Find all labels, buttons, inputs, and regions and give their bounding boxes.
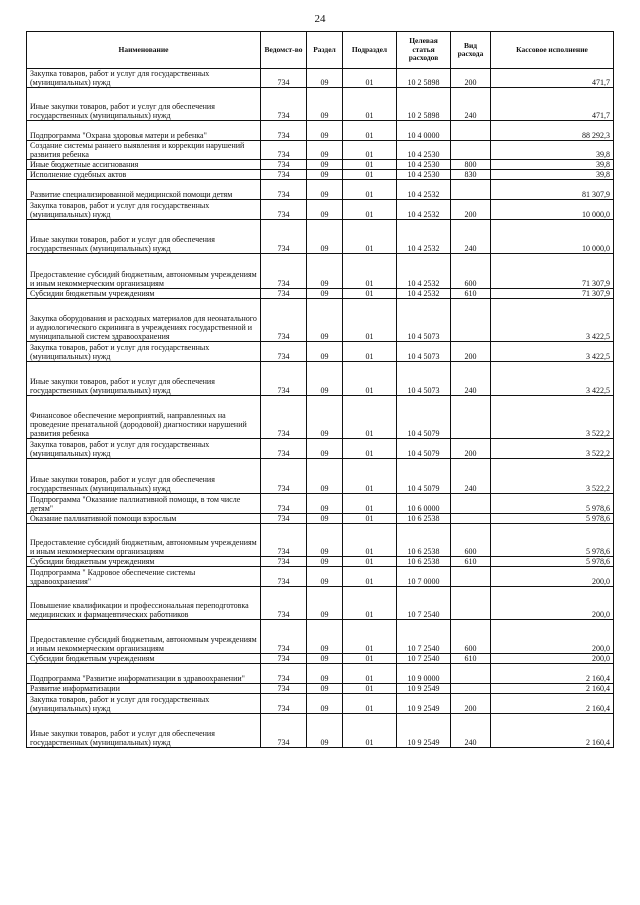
table-row [27, 160, 614, 170]
cell-section: 09 [307, 620, 343, 654]
cell-section: 09 [307, 396, 343, 439]
cell-amount: 5 978,6 [491, 524, 614, 557]
cell-name: Иные бюджетные ассигнования [27, 160, 261, 170]
cell-subsection: 01 [343, 254, 397, 289]
cell-type: 610 [451, 654, 491, 664]
header-subsection: Подраздел [343, 32, 397, 69]
cell-amount: 71 307,9 [491, 289, 614, 299]
cell-amount: 10 000,0 [491, 200, 614, 220]
cell-article: 10 4 2532 [397, 200, 451, 220]
cell-subsection: 01 [343, 362, 397, 396]
cell-name: Закупка товаров, работ и услуг для государственных (муниципальных) нужд [27, 69, 261, 88]
table-row [27, 200, 614, 220]
cell-amount: 88 292,3 [491, 121, 614, 141]
budget-table [26, 31, 614, 748]
cell-amount: 3 422,5 [491, 362, 614, 396]
cell-name: Закупка товаров, работ и услуг для государственных (муниципальных) нужд [27, 694, 261, 714]
cell-type [451, 567, 491, 587]
cell-amount: 200,0 [491, 567, 614, 587]
cell-dept: 734 [261, 439, 307, 459]
cell-subsection: 01 [343, 289, 397, 299]
cell-dept: 734 [261, 654, 307, 664]
cell-amount: 3 422,5 [491, 342, 614, 362]
cell-article: 10 7 2540 [397, 587, 451, 620]
cell-dept: 734 [261, 524, 307, 557]
cell-name: Иные закупки товаров, работ и услуг для обеспечения государственных (муниципальных) нужд [27, 88, 261, 121]
cell-article: 10 4 5079 [397, 459, 451, 494]
cell-dept: 734 [261, 342, 307, 362]
cell-dept: 734 [261, 141, 307, 160]
cell-type: 800 [451, 160, 491, 170]
cell-subsection: 01 [343, 396, 397, 439]
cell-amount: 2 160,4 [491, 684, 614, 694]
cell-article: 10 4 2532 [397, 220, 451, 254]
cell-dept: 734 [261, 396, 307, 439]
header-article: Целевая статья расходов [397, 32, 451, 69]
cell-dept: 734 [261, 170, 307, 180]
cell-type: 240 [451, 88, 491, 121]
cell-dept: 734 [261, 289, 307, 299]
table-row [27, 494, 614, 514]
cell-article: 10 4 5073 [397, 362, 451, 396]
cell-article: 10 9 0000 [397, 664, 451, 684]
cell-subsection: 01 [343, 587, 397, 620]
cell-subsection: 01 [343, 620, 397, 654]
cell-article: 10 7 2540 [397, 620, 451, 654]
table-row [27, 362, 614, 396]
cell-name: Предоставление субсидий бюджетным, автономным учреждениям и иным некоммерческим организациям [27, 254, 261, 289]
cell-section: 09 [307, 170, 343, 180]
cell-name: Исполнение судебных актов [27, 170, 261, 180]
table-row [27, 524, 614, 557]
cell-amount: 3 522,2 [491, 439, 614, 459]
cell-article: 10 4 5079 [397, 396, 451, 439]
cell-type [451, 299, 491, 342]
cell-subsection: 01 [343, 654, 397, 664]
cell-amount: 200,0 [491, 620, 614, 654]
cell-section: 09 [307, 289, 343, 299]
cell-dept: 734 [261, 180, 307, 200]
cell-name: Субсидии бюджетным учреждениям [27, 289, 261, 299]
table-row [27, 69, 614, 88]
cell-subsection: 01 [343, 494, 397, 514]
cell-type [451, 121, 491, 141]
cell-amount: 200,0 [491, 654, 614, 664]
table-row [27, 620, 614, 654]
table-row [27, 714, 614, 748]
cell-article: 10 2 5898 [397, 88, 451, 121]
header-dept: Ведомст-во [261, 32, 307, 69]
cell-name: Иные закупки товаров, работ и услуг для обеспечения государственных (муниципальных) нужд [27, 220, 261, 254]
cell-subsection: 01 [343, 299, 397, 342]
cell-section: 09 [307, 121, 343, 141]
cell-section: 09 [307, 299, 343, 342]
cell-amount: 5 978,6 [491, 557, 614, 567]
cell-name: Субсидии бюджетным учреждениям [27, 557, 261, 567]
cell-article: 10 4 5073 [397, 299, 451, 342]
header-section: Раздел [307, 32, 343, 69]
cell-article: 10 4 2530 [397, 160, 451, 170]
cell-type: 600 [451, 620, 491, 654]
cell-type: 200 [451, 69, 491, 88]
cell-name: Создание системы раннего выявления и коррекции нарушений развития ребенка [27, 141, 261, 160]
cell-dept: 734 [261, 514, 307, 524]
cell-article: 10 4 5073 [397, 342, 451, 362]
cell-type [451, 684, 491, 694]
cell-section: 09 [307, 654, 343, 664]
cell-type: 600 [451, 254, 491, 289]
cell-section: 09 [307, 459, 343, 494]
cell-amount: 3 522,2 [491, 459, 614, 494]
table-row [27, 170, 614, 180]
cell-article: 10 6 0000 [397, 494, 451, 514]
cell-type: 600 [451, 524, 491, 557]
cell-type: 240 [451, 220, 491, 254]
cell-section: 09 [307, 220, 343, 254]
cell-dept: 734 [261, 557, 307, 567]
cell-subsection: 01 [343, 567, 397, 587]
cell-dept: 734 [261, 200, 307, 220]
table-row [27, 254, 614, 289]
table-row [27, 299, 614, 342]
cell-article: 10 6 2538 [397, 524, 451, 557]
cell-name: Закупка товаров, работ и услуг для государственных (муниципальных) нужд [27, 342, 261, 362]
cell-dept: 734 [261, 362, 307, 396]
cell-name: Иные закупки товаров, работ и услуг для обеспечения государственных (муниципальных) нужд [27, 714, 261, 748]
cell-section: 09 [307, 694, 343, 714]
cell-article: 10 6 2538 [397, 514, 451, 524]
cell-dept: 734 [261, 459, 307, 494]
table-row [27, 587, 614, 620]
table-header-row [27, 32, 614, 69]
cell-amount: 200,0 [491, 587, 614, 620]
cell-section: 09 [307, 88, 343, 121]
cell-subsection: 01 [343, 557, 397, 567]
cell-amount: 2 160,4 [491, 714, 614, 748]
cell-dept: 734 [261, 714, 307, 748]
header-name: Наименование [27, 32, 261, 69]
cell-section: 09 [307, 180, 343, 200]
cell-type: 200 [451, 439, 491, 459]
table-row [27, 567, 614, 587]
table-row [27, 396, 614, 439]
cell-subsection: 01 [343, 121, 397, 141]
cell-name: Подпрограмма "Оказание паллиативной помощи, в том числе детям" [27, 494, 261, 514]
cell-subsection: 01 [343, 141, 397, 160]
cell-type [451, 587, 491, 620]
header-amount: Кассовое исполнение [491, 32, 614, 69]
cell-type: 240 [451, 459, 491, 494]
cell-subsection: 01 [343, 170, 397, 180]
cell-name: Предоставление субсидий бюджетным, автономным учреждениям и иным некоммерческим организациям [27, 620, 261, 654]
cell-section: 09 [307, 439, 343, 459]
cell-amount: 39,8 [491, 141, 614, 160]
cell-dept: 734 [261, 254, 307, 289]
cell-dept: 734 [261, 684, 307, 694]
cell-name: Подпрограмма " Кадровое обеспечение системы здравоохранения" [27, 567, 261, 587]
cell-name: Предоставление субсидий бюджетным, автономным учреждениям и иным некоммерческим организациям [27, 524, 261, 557]
table-row [27, 141, 614, 160]
table-row [27, 557, 614, 567]
cell-type [451, 396, 491, 439]
table-row [27, 654, 614, 664]
cell-section: 09 [307, 342, 343, 362]
cell-type [451, 180, 491, 200]
cell-article: 10 4 5079 [397, 439, 451, 459]
cell-amount: 39,8 [491, 160, 614, 170]
table-row [27, 439, 614, 459]
cell-dept: 734 [261, 664, 307, 684]
cell-dept: 734 [261, 299, 307, 342]
cell-type [451, 141, 491, 160]
cell-subsection: 01 [343, 664, 397, 684]
cell-type [451, 664, 491, 684]
cell-name: Повышение квалификации и профессиональная переподготовка медицинских и фармацевтических работников [27, 587, 261, 620]
cell-section: 09 [307, 664, 343, 684]
cell-section: 09 [307, 587, 343, 620]
cell-article: 10 4 0000 [397, 121, 451, 141]
cell-amount: 2 160,4 [491, 694, 614, 714]
cell-type: 200 [451, 342, 491, 362]
cell-amount: 3 422,5 [491, 299, 614, 342]
cell-section: 09 [307, 362, 343, 396]
cell-name: Иные закупки товаров, работ и услуг для обеспечения государственных (муниципальных) нужд [27, 459, 261, 494]
cell-section: 09 [307, 567, 343, 587]
cell-section: 09 [307, 200, 343, 220]
table-row [27, 664, 614, 684]
cell-subsection: 01 [343, 180, 397, 200]
cell-section: 09 [307, 69, 343, 88]
table-row [27, 289, 614, 299]
page-number: 24 [314, 13, 326, 25]
cell-subsection: 01 [343, 220, 397, 254]
cell-type: 240 [451, 362, 491, 396]
table-row [27, 459, 614, 494]
cell-subsection: 01 [343, 342, 397, 362]
cell-dept: 734 [261, 620, 307, 654]
cell-name: Закупка товаров, работ и услуг для государственных (муниципальных) нужд [27, 439, 261, 459]
cell-amount: 2 160,4 [491, 664, 614, 684]
cell-article: 10 4 2532 [397, 289, 451, 299]
table-row [27, 121, 614, 141]
header-type: Вид расхода [451, 32, 491, 69]
cell-dept: 734 [261, 88, 307, 121]
cell-name: Подпрограмма "Развитие информатизации в здравоохранении" [27, 664, 261, 684]
cell-article: 10 7 2540 [397, 654, 451, 664]
cell-type: 200 [451, 200, 491, 220]
table-row [27, 220, 614, 254]
cell-section: 09 [307, 494, 343, 514]
cell-section: 09 [307, 514, 343, 524]
cell-type: 830 [451, 170, 491, 180]
table-row [27, 514, 614, 524]
cell-subsection: 01 [343, 514, 397, 524]
cell-name: Развитие информатизации [27, 684, 261, 694]
cell-name: Закупка оборудования и расходных материалов для неонатального и аудиологического скрининга в учреждениях государственной и муниципальной систем здравоохранения [27, 299, 261, 342]
cell-name: Подпрограмма "Охрана здоровья матери и ребенка" [27, 121, 261, 141]
cell-section: 09 [307, 684, 343, 694]
cell-subsection: 01 [343, 69, 397, 88]
cell-dept: 734 [261, 587, 307, 620]
cell-type: 610 [451, 289, 491, 299]
cell-dept: 734 [261, 69, 307, 88]
table-row [27, 342, 614, 362]
cell-article: 10 7 0000 [397, 567, 451, 587]
cell-amount: 39,8 [491, 170, 614, 180]
cell-subsection: 01 [343, 439, 397, 459]
cell-name: Иные закупки товаров, работ и услуг для обеспечения государственных (муниципальных) нужд [27, 362, 261, 396]
cell-subsection: 01 [343, 160, 397, 170]
cell-amount: 10 000,0 [491, 220, 614, 254]
cell-article: 10 9 2549 [397, 694, 451, 714]
cell-article: 10 9 2549 [397, 684, 451, 694]
cell-name: Субсидии бюджетным учреждениям [27, 654, 261, 664]
cell-amount: 81 307,9 [491, 180, 614, 200]
cell-amount: 471,7 [491, 69, 614, 88]
cell-name: Оказание паллиативной помощи взрослым [27, 514, 261, 524]
cell-dept: 734 [261, 160, 307, 170]
cell-amount: 71 307,9 [491, 254, 614, 289]
cell-amount: 471,7 [491, 88, 614, 121]
cell-section: 09 [307, 524, 343, 557]
cell-article: 10 4 2532 [397, 254, 451, 289]
cell-type: 610 [451, 557, 491, 567]
table-row [27, 694, 614, 714]
cell-name: Закупка товаров, работ и услуг для государственных (муниципальных) нужд [27, 200, 261, 220]
cell-article: 10 9 2549 [397, 714, 451, 748]
cell-dept: 734 [261, 121, 307, 141]
cell-amount: 5 978,6 [491, 494, 614, 514]
cell-dept: 734 [261, 220, 307, 254]
cell-article: 10 4 2530 [397, 141, 451, 160]
cell-section: 09 [307, 254, 343, 289]
cell-section: 09 [307, 557, 343, 567]
cell-subsection: 01 [343, 524, 397, 557]
cell-dept: 734 [261, 494, 307, 514]
cell-type [451, 494, 491, 514]
cell-dept: 734 [261, 694, 307, 714]
cell-subsection: 01 [343, 694, 397, 714]
cell-type: 240 [451, 714, 491, 748]
cell-subsection: 01 [343, 88, 397, 121]
table-row [27, 180, 614, 200]
cell-article: 10 4 2532 [397, 180, 451, 200]
cell-section: 09 [307, 160, 343, 170]
cell-dept: 734 [261, 567, 307, 587]
cell-section: 09 [307, 714, 343, 748]
table-row [27, 684, 614, 694]
cell-article: 10 6 2538 [397, 557, 451, 567]
cell-amount: 3 522,2 [491, 396, 614, 439]
cell-subsection: 01 [343, 200, 397, 220]
cell-type: 200 [451, 694, 491, 714]
cell-section: 09 [307, 141, 343, 160]
cell-type [451, 514, 491, 524]
table-row [27, 88, 614, 121]
cell-amount: 5 978,6 [491, 514, 614, 524]
cell-subsection: 01 [343, 459, 397, 494]
cell-article: 10 4 2530 [397, 170, 451, 180]
cell-name: Развитие специализированной медицинской помощи детям [27, 180, 261, 200]
cell-subsection: 01 [343, 684, 397, 694]
cell-subsection: 01 [343, 714, 397, 748]
cell-name: Финансовое обеспечение мероприятий, направленных на проведение пренатальной (дородовой) диагностики нарушений развития ребенка [27, 396, 261, 439]
cell-article: 10 2 5898 [397, 69, 451, 88]
